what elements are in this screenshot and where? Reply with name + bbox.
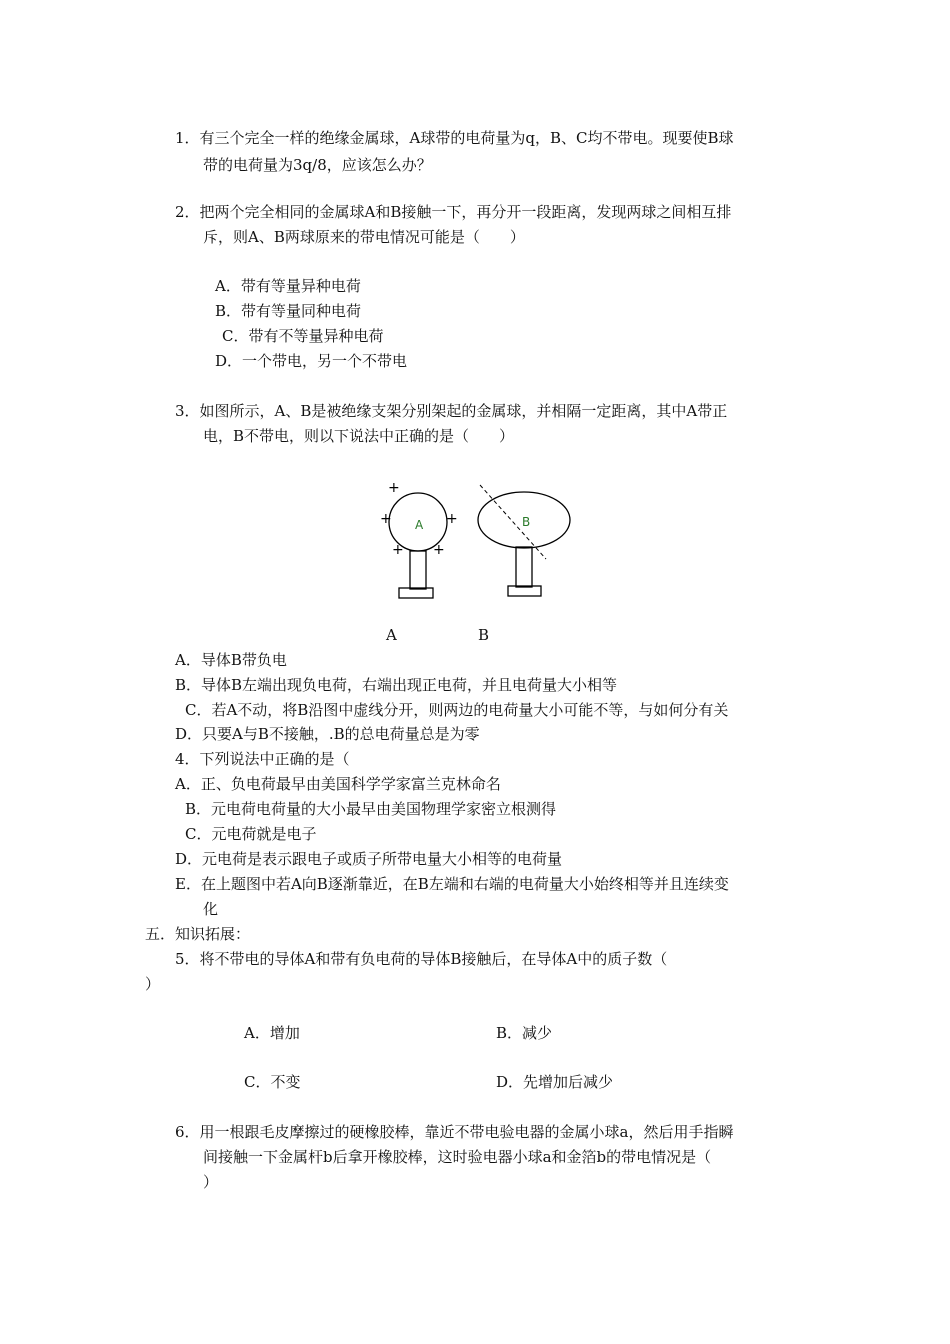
q3-option-a: A．导体B带负电 [175,651,287,669]
q6-line3: ） [203,1173,219,1191]
q4-option-c: C．元电荷就是电子 [185,825,317,843]
stand-b-post [516,547,532,587]
q6-line1: 6．用一根跟毛皮摩擦过的硬橡胶棒，靠近不带电验电器的金属小球a，然后用手指瞬 [175,1123,734,1141]
section-heading: 五．知识拓展： [145,925,251,943]
q3-line2: 电，B不带电，则以下说法中正确的是（ ） [203,427,515,445]
q5-option-c: C．不变 [244,1073,301,1091]
q4-option-a: A．正、负电荷最早由美国科学学家富兰克林命名 [175,775,501,793]
q2-line1: 2．把两个完全相同的金属球A和B接触一下，再分开一段距离，发现两球之间相互排 [175,203,732,221]
plus-sign-bottom-right: + [433,542,445,558]
q2-option-d: D．一个带电，另一个不带电 [215,352,408,370]
ball-a-label: A [415,518,424,532]
q2-option-c: C．带有不等量异种电荷 [222,327,384,345]
q2-option-a: A．带有等量异种电荷 [215,277,361,295]
q4-line1: 4．下列说法中正确的是（ [175,750,350,768]
q4-option-e: E．在上题图中若A向B逐渐靠近，在B左端和右端的电荷量大小始终相等并且连续变 [175,875,729,893]
q1-line1: 1．有三个完全一样的绝缘金属球，A球带的电荷量为q，B、C均不带电。现要使B球 [175,129,734,147]
q5-line1: 5．将不带电的导体A和带有负电荷的导体B接触后，在导体A中的质子数（ [175,950,668,968]
plus-sign-left: + [380,511,392,527]
q3-option-c: C．若A不动，将B沿图中虚线分开，则两边的电荷量大小可能不等，与如何分有关 [185,701,729,719]
q4-option-d: D．元电荷是表示跟电子或质子所带电量大小相等的电荷量 [175,850,563,868]
q1-line2: 带的电荷量为3q/8，应该怎么办？ [203,156,432,174]
figure-caption-b: B [478,626,490,644]
q5-option-d: D．先增加后减少 [496,1073,614,1091]
q3-figure [370,475,590,605]
q3-option-d: D．只要A与B不接触，.B的总电荷量总是为零 [175,725,480,743]
q6-line2: 间接触一下金属杆b后拿开橡胶棒，这时验电器小球a和金箔b的带电情况是（ [203,1148,712,1166]
q4-option-e-cont: 化 [203,900,219,918]
q3-option-b: B．导体B左端出现负电荷，右端出现正电荷，并且电荷量大小相等 [175,676,618,694]
plus-sign-bottom-left: + [392,542,404,558]
stand-a-post [410,551,426,589]
q4-option-b: B．元电荷电荷量的大小最早由美国物理学家密立根测得 [185,800,557,818]
q5-option-a: A．增加 [244,1024,300,1042]
plus-sign-top: + [388,480,400,496]
q2-line2: 斥，则A、B两球原来的带电情况可能是（ ） [203,228,525,246]
plus-sign-right: + [446,511,458,527]
ball-b-label: B [522,515,531,529]
q2-option-b: B．带有等量同种电荷 [215,302,362,320]
q3-line1: 3．如图所示，A、B是被绝缘支架分别架起的金属球，并相隔一定距离，其中A带正 [175,402,728,420]
q5-option-b: B．减少 [496,1024,553,1042]
figure-caption-a: A [386,626,397,644]
q5-line2: ） [145,975,161,993]
